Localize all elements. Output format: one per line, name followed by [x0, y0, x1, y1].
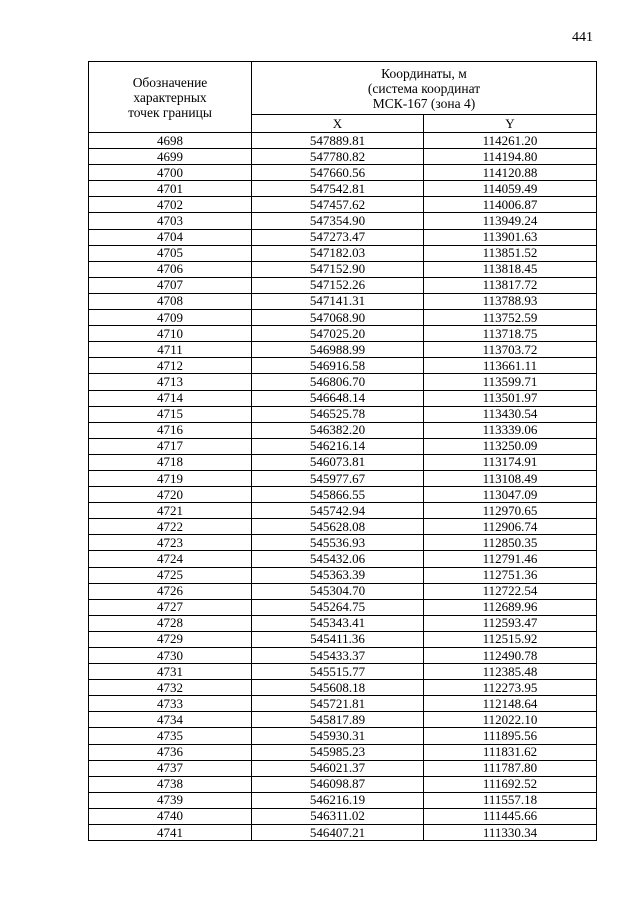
point-id-cell: 4728 — [89, 615, 252, 631]
x-coordinate-cell: 547273.47 — [252, 229, 424, 245]
x-coordinate-cell: 546073.81 — [252, 454, 424, 470]
x-coordinate-cell: 546525.78 — [252, 406, 424, 422]
y-coordinate-cell: 112791.46 — [424, 551, 597, 567]
point-id-cell: 4716 — [89, 422, 252, 438]
x-coordinate-cell: 547068.90 — [252, 310, 424, 326]
x-coordinate-cell: 547152.90 — [252, 261, 424, 277]
point-id-cell: 4713 — [89, 374, 252, 390]
table-row — [89, 792, 597, 808]
y-coordinate-cell: 114120.88 — [424, 165, 597, 181]
y-coordinate-cell: 111895.56 — [424, 728, 597, 744]
table-row — [89, 358, 597, 374]
y-coordinate-cell: 113599.71 — [424, 374, 597, 390]
coordinates-table — [88, 61, 597, 841]
y-coordinate-cell: 114194.80 — [424, 149, 597, 165]
table-row — [89, 229, 597, 245]
y-coordinate-cell: 113047.09 — [424, 487, 597, 503]
x-coordinate-cell: 547660.56 — [252, 165, 424, 181]
y-coordinate-cell: 111831.62 — [424, 744, 597, 760]
table-row — [89, 680, 597, 696]
table-row — [89, 728, 597, 744]
point-header-line: точек границы — [128, 104, 212, 120]
x-coordinate-cell: 547889.81 — [252, 133, 424, 149]
x-coordinate-cell: 547457.62 — [252, 197, 424, 213]
point-id-cell: 4709 — [89, 310, 252, 326]
table-row — [89, 261, 597, 277]
point-id-cell: 4710 — [89, 326, 252, 342]
x-coordinate-cell: 547354.90 — [252, 213, 424, 229]
point-id-cell: 4731 — [89, 664, 252, 680]
x-coordinate-cell: 546407.21 — [252, 825, 424, 841]
x-coordinate-cell: 547542.81 — [252, 181, 424, 197]
x-coordinate-cell: 545985.23 — [252, 744, 424, 760]
y-coordinate-cell: 111330.34 — [424, 825, 597, 841]
table-row — [89, 454, 597, 470]
table-row — [89, 696, 597, 712]
x-coordinate-cell: 547025.20 — [252, 326, 424, 342]
y-coordinate-cell: 114059.49 — [424, 181, 597, 197]
table-row — [89, 631, 597, 647]
y-coordinate-cell: 112022.10 — [424, 712, 597, 728]
y-column-header: Y — [424, 115, 597, 133]
point-id-cell: 4724 — [89, 551, 252, 567]
y-coordinate-cell: 113752.59 — [424, 310, 597, 326]
y-coordinate-cell: 113949.24 — [424, 213, 597, 229]
table-row — [89, 583, 597, 599]
point-id-cell: 4707 — [89, 277, 252, 293]
x-coordinate-cell: 546216.14 — [252, 438, 424, 454]
point-id-cell: 4704 — [89, 229, 252, 245]
table-row — [89, 487, 597, 503]
table-row — [89, 776, 597, 792]
y-coordinate-cell: 113818.45 — [424, 261, 597, 277]
coords-header-line: МСК-167 (зона 4) — [372, 95, 476, 111]
table-row — [89, 390, 597, 406]
x-coordinate-cell: 546916.58 — [252, 358, 424, 374]
point-id-cell: 4739 — [89, 792, 252, 808]
x-coordinate-cell: 545515.77 — [252, 664, 424, 680]
x-coordinate-cell: 545304.70 — [252, 583, 424, 599]
table-row — [89, 277, 597, 293]
table-row — [89, 293, 597, 309]
x-coordinate-cell: 545343.41 — [252, 615, 424, 631]
point-id-cell: 4715 — [89, 406, 252, 422]
point-id-cell: 4721 — [89, 503, 252, 519]
point-id-cell: 4708 — [89, 293, 252, 309]
table-row — [89, 567, 597, 583]
point-header-line: Обозначение — [132, 74, 208, 90]
point-designation-header — [89, 62, 252, 133]
point-id-cell: 4733 — [89, 696, 252, 712]
x-coordinate-cell: 545264.75 — [252, 599, 424, 615]
x-coordinate-cell: 546988.99 — [252, 342, 424, 358]
table-row — [89, 744, 597, 760]
point-id-cell: 4698 — [89, 133, 252, 149]
point-id-cell: 4740 — [89, 808, 252, 824]
y-coordinate-cell: 113108.49 — [424, 470, 597, 486]
x-coordinate-cell: 545977.67 — [252, 470, 424, 486]
point-id-cell: 4701 — [89, 181, 252, 197]
y-coordinate-cell: 112273.95 — [424, 680, 597, 696]
y-coordinate-cell: 113501.97 — [424, 390, 597, 406]
table-row — [89, 149, 597, 165]
point-id-cell: 4726 — [89, 583, 252, 599]
table-row — [89, 470, 597, 486]
y-coordinate-cell: 114261.20 — [424, 133, 597, 149]
y-coordinate-cell: 112689.96 — [424, 599, 597, 615]
table-header — [89, 62, 597, 133]
x-coordinate-cell: 546021.37 — [252, 760, 424, 776]
point-id-cell: 4700 — [89, 165, 252, 181]
y-coordinate-cell: 113703.72 — [424, 342, 597, 358]
y-coordinate-cell: 112593.47 — [424, 615, 597, 631]
table-row — [89, 615, 597, 631]
table-row — [89, 535, 597, 551]
point-id-cell: 4720 — [89, 487, 252, 503]
x-coordinate-cell: 545608.18 — [252, 680, 424, 696]
point-id-cell: 4717 — [89, 438, 252, 454]
x-coordinate-cell: 545411.36 — [252, 631, 424, 647]
table-row — [89, 664, 597, 680]
x-coordinate-cell: 546382.20 — [252, 422, 424, 438]
x-coordinate-cell: 546216.19 — [252, 792, 424, 808]
x-coordinate-cell: 545363.39 — [252, 567, 424, 583]
table-row — [89, 213, 597, 229]
x-coordinate-cell: 547152.26 — [252, 277, 424, 293]
table-row — [89, 181, 597, 197]
x-coordinate-cell: 545433.37 — [252, 648, 424, 664]
point-id-cell: 4736 — [89, 744, 252, 760]
point-id-cell: 4712 — [89, 358, 252, 374]
table-row — [89, 519, 597, 535]
y-coordinate-cell: 112722.54 — [424, 583, 597, 599]
table-row — [89, 422, 597, 438]
y-coordinate-cell: 112906.74 — [424, 519, 597, 535]
x-coordinate-cell: 545628.08 — [252, 519, 424, 535]
point-id-cell: 4714 — [89, 390, 252, 406]
x-coordinate-cell: 545930.31 — [252, 728, 424, 744]
x-coordinate-cell: 546806.70 — [252, 374, 424, 390]
y-coordinate-cell: 113718.75 — [424, 326, 597, 342]
x-coordinate-cell: 547141.31 — [252, 293, 424, 309]
coords-header-line: (система координат — [367, 80, 481, 96]
point-id-cell: 4722 — [89, 519, 252, 535]
y-coordinate-cell: 112970.65 — [424, 503, 597, 519]
table-row — [89, 374, 597, 390]
point-id-cell: 4699 — [89, 149, 252, 165]
x-coordinate-cell: 545536.93 — [252, 535, 424, 551]
y-coordinate-cell: 112515.92 — [424, 631, 597, 647]
x-coordinate-cell: 545742.94 — [252, 503, 424, 519]
x-column-header: X — [252, 115, 424, 133]
x-coordinate-cell: 545866.55 — [252, 487, 424, 503]
y-coordinate-cell: 113661.11 — [424, 358, 597, 374]
y-coordinate-cell: 112850.35 — [424, 535, 597, 551]
table-row — [89, 406, 597, 422]
x-coordinate-cell: 546311.02 — [252, 808, 424, 824]
table-row — [89, 503, 597, 519]
point-id-cell: 4718 — [89, 454, 252, 470]
point-id-cell: 4711 — [89, 342, 252, 358]
x-coordinate-cell: 547182.03 — [252, 245, 424, 261]
point-id-cell: 4725 — [89, 567, 252, 583]
point-id-cell: 4730 — [89, 648, 252, 664]
point-id-cell: 4727 — [89, 599, 252, 615]
point-header-line: характерных — [133, 89, 207, 105]
y-coordinate-cell: 113817.72 — [424, 277, 597, 293]
y-coordinate-cell: 112385.48 — [424, 664, 597, 680]
y-coordinate-cell: 113174.91 — [424, 454, 597, 470]
point-id-cell: 4741 — [89, 825, 252, 841]
table-row — [89, 197, 597, 213]
x-coordinate-cell: 546648.14 — [252, 390, 424, 406]
table-row — [89, 648, 597, 664]
point-id-cell: 4705 — [89, 245, 252, 261]
point-id-cell: 4703 — [89, 213, 252, 229]
y-coordinate-cell: 113339.06 — [424, 422, 597, 438]
table-row — [89, 165, 597, 181]
x-coordinate-cell: 545721.81 — [252, 696, 424, 712]
x-coordinate-cell: 545817.89 — [252, 712, 424, 728]
y-coordinate-cell: 112751.36 — [424, 567, 597, 583]
y-coordinate-cell: 113851.52 — [424, 245, 597, 261]
y-coordinate-cell: 113430.54 — [424, 406, 597, 422]
table-row — [89, 808, 597, 824]
y-coordinate-cell: 112490.78 — [424, 648, 597, 664]
coordinates-header — [252, 62, 597, 115]
coords-header-line: Координаты, м — [381, 65, 467, 81]
table-row — [89, 326, 597, 342]
table-row — [89, 825, 597, 841]
point-id-cell: 4723 — [89, 535, 252, 551]
point-id-cell: 4735 — [89, 728, 252, 744]
y-coordinate-cell: 113788.93 — [424, 293, 597, 309]
point-id-cell: 4706 — [89, 261, 252, 277]
point-id-cell: 4719 — [89, 470, 252, 486]
y-coordinate-cell: 113901.63 — [424, 229, 597, 245]
y-coordinate-cell: 112148.64 — [424, 696, 597, 712]
point-id-cell: 4737 — [89, 760, 252, 776]
y-coordinate-cell: 114006.87 — [424, 197, 597, 213]
y-coordinate-cell: 111445.66 — [424, 808, 597, 824]
point-id-cell: 4732 — [89, 680, 252, 696]
table-row — [89, 133, 597, 149]
y-coordinate-cell: 111557.18 — [424, 792, 597, 808]
y-coordinate-cell: 111787.80 — [424, 760, 597, 776]
x-coordinate-cell: 547780.82 — [252, 149, 424, 165]
table-row — [89, 245, 597, 261]
y-coordinate-cell: 111692.52 — [424, 776, 597, 792]
y-coordinate-cell: 113250.09 — [424, 438, 597, 454]
page-number: 441 — [572, 30, 593, 45]
point-id-cell: 4738 — [89, 776, 252, 792]
table-row — [89, 342, 597, 358]
point-id-cell: 4734 — [89, 712, 252, 728]
table-row — [89, 599, 597, 615]
table-row — [89, 310, 597, 326]
table-row — [89, 551, 597, 567]
table-body — [89, 133, 597, 841]
table-row — [89, 760, 597, 776]
table-row — [89, 712, 597, 728]
x-coordinate-cell: 546098.87 — [252, 776, 424, 792]
table-row — [89, 438, 597, 454]
point-id-cell: 4702 — [89, 197, 252, 213]
point-id-cell: 4729 — [89, 631, 252, 647]
x-coordinate-cell: 545432.06 — [252, 551, 424, 567]
